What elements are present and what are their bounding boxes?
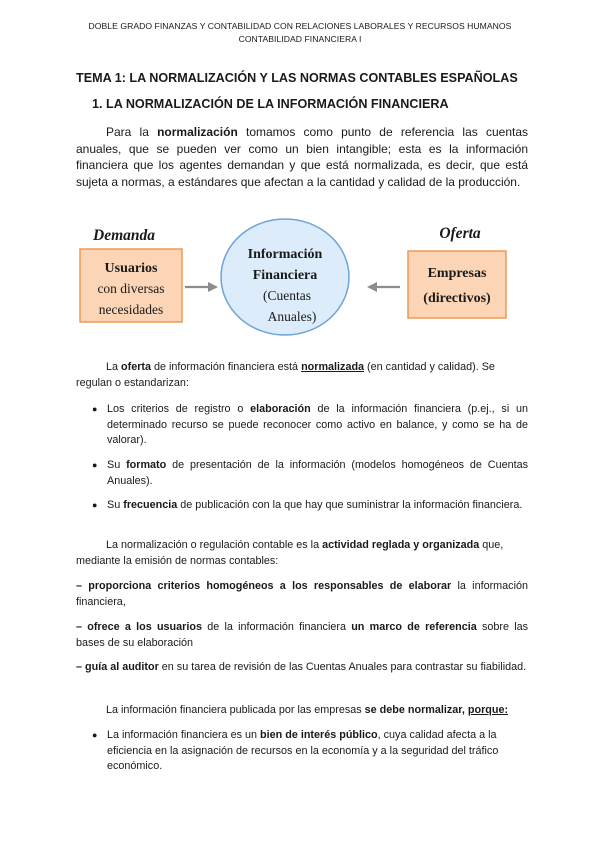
offer-label: Oferta bbox=[439, 225, 481, 242]
list-item: ● Su frecuencia de publicación con la que hay que suministrar la información financiera. bbox=[92, 498, 528, 514]
arrow-right-icon bbox=[185, 282, 218, 292]
bullet-icon: ● bbox=[92, 730, 98, 740]
chapter-title: TEMA 1: LA NORMALIZACIÓN Y LAS NORMAS CONTABLES ESPAÑOLAS bbox=[76, 71, 518, 85]
center-line1: Información bbox=[247, 247, 323, 262]
users-box-line2: con diversas bbox=[97, 281, 165, 296]
demand-label: Demanda bbox=[93, 227, 155, 244]
companies-box-line2: (directivos) bbox=[423, 291, 491, 306]
center-line3: (Cuentas bbox=[263, 288, 311, 303]
regulation-paragraph: La normalización o regulación contable es la actividad reglada y organizada que, mediante la emisión de normas contables: bbox=[76, 539, 504, 567]
list-item: ● Los criterios de registro o elaboración de la información financiera (p.ej., si un determinado recurso se puede reconocer como activo en balance, y como se ha de valorar). bbox=[92, 403, 529, 446]
list-item: ● La información financiera es un bien de interés público, cuya calidad afecta a la eficiencia en la asignación de recursos en la economía y a la seguridad del tráfico económico. bbox=[92, 729, 499, 772]
section-heading: 1. LA NORMALIZACIÓN DE LA INFORMACIÓN FINANCIERA bbox=[92, 97, 449, 111]
header-course: CONTABILIDAD FINANCIERA I bbox=[238, 34, 362, 44]
companies-box bbox=[408, 251, 506, 318]
bullet-icon: ● bbox=[92, 500, 98, 510]
header-degree: DOBLE GRADO FINANZAS Y CONTABILIDAD CON RELACIONES LABORALES Y RECURSOS HUMANOS bbox=[88, 21, 512, 31]
arrow-left-icon bbox=[367, 282, 400, 292]
supply-demand-diagram bbox=[76, 216, 528, 340]
dash-item: – proporciona criterios homogéneos a los responsables de elaborar la información financiera, bbox=[76, 580, 528, 608]
center-line2: Financiera bbox=[252, 268, 318, 283]
bullet-icon: ● bbox=[92, 404, 98, 414]
companies-box-line1: Empresas bbox=[427, 266, 487, 281]
center-line4: Anuales) bbox=[267, 309, 317, 324]
dash-item: – guía al auditor en su tarea de revisión de las Cuentas Anuales para contrastar su fiabilidad. bbox=[76, 661, 527, 673]
term-normalizacion: normalización bbox=[157, 125, 238, 139]
oferta-paragraph: La oferta de información financiera está normalizada (en cantidad y calidad). Se regulan o estandarizan: bbox=[76, 361, 495, 389]
dash-item: – ofrece a los usuarios de la información financiera un marco de referencia sobre las bases de su elaboración bbox=[76, 621, 528, 649]
list-item: ● Su formato de presentación de la información (modelos homogéneos de Cuentas Anuales). bbox=[92, 459, 528, 487]
bullet-icon: ● bbox=[92, 460, 98, 470]
users-box-line3: necesidades bbox=[98, 302, 164, 317]
page-header bbox=[0, 20, 600, 46]
intro-paragraph: Para la normalización tomamos como punto de referencia las cuentas anuales, que se pueden ver como un bien intangible; esta es la información financiera que los agentes demandan y que está normalizada, es decir, que está sujeta a normas, a estándares que afectan a la cantidad y calidad de la producción. bbox=[76, 125, 528, 189]
published-paragraph: La información financiera publicada por las empresas se debe normalizar, porque: bbox=[106, 704, 509, 716]
users-box-line1: Usuarios bbox=[104, 261, 158, 276]
